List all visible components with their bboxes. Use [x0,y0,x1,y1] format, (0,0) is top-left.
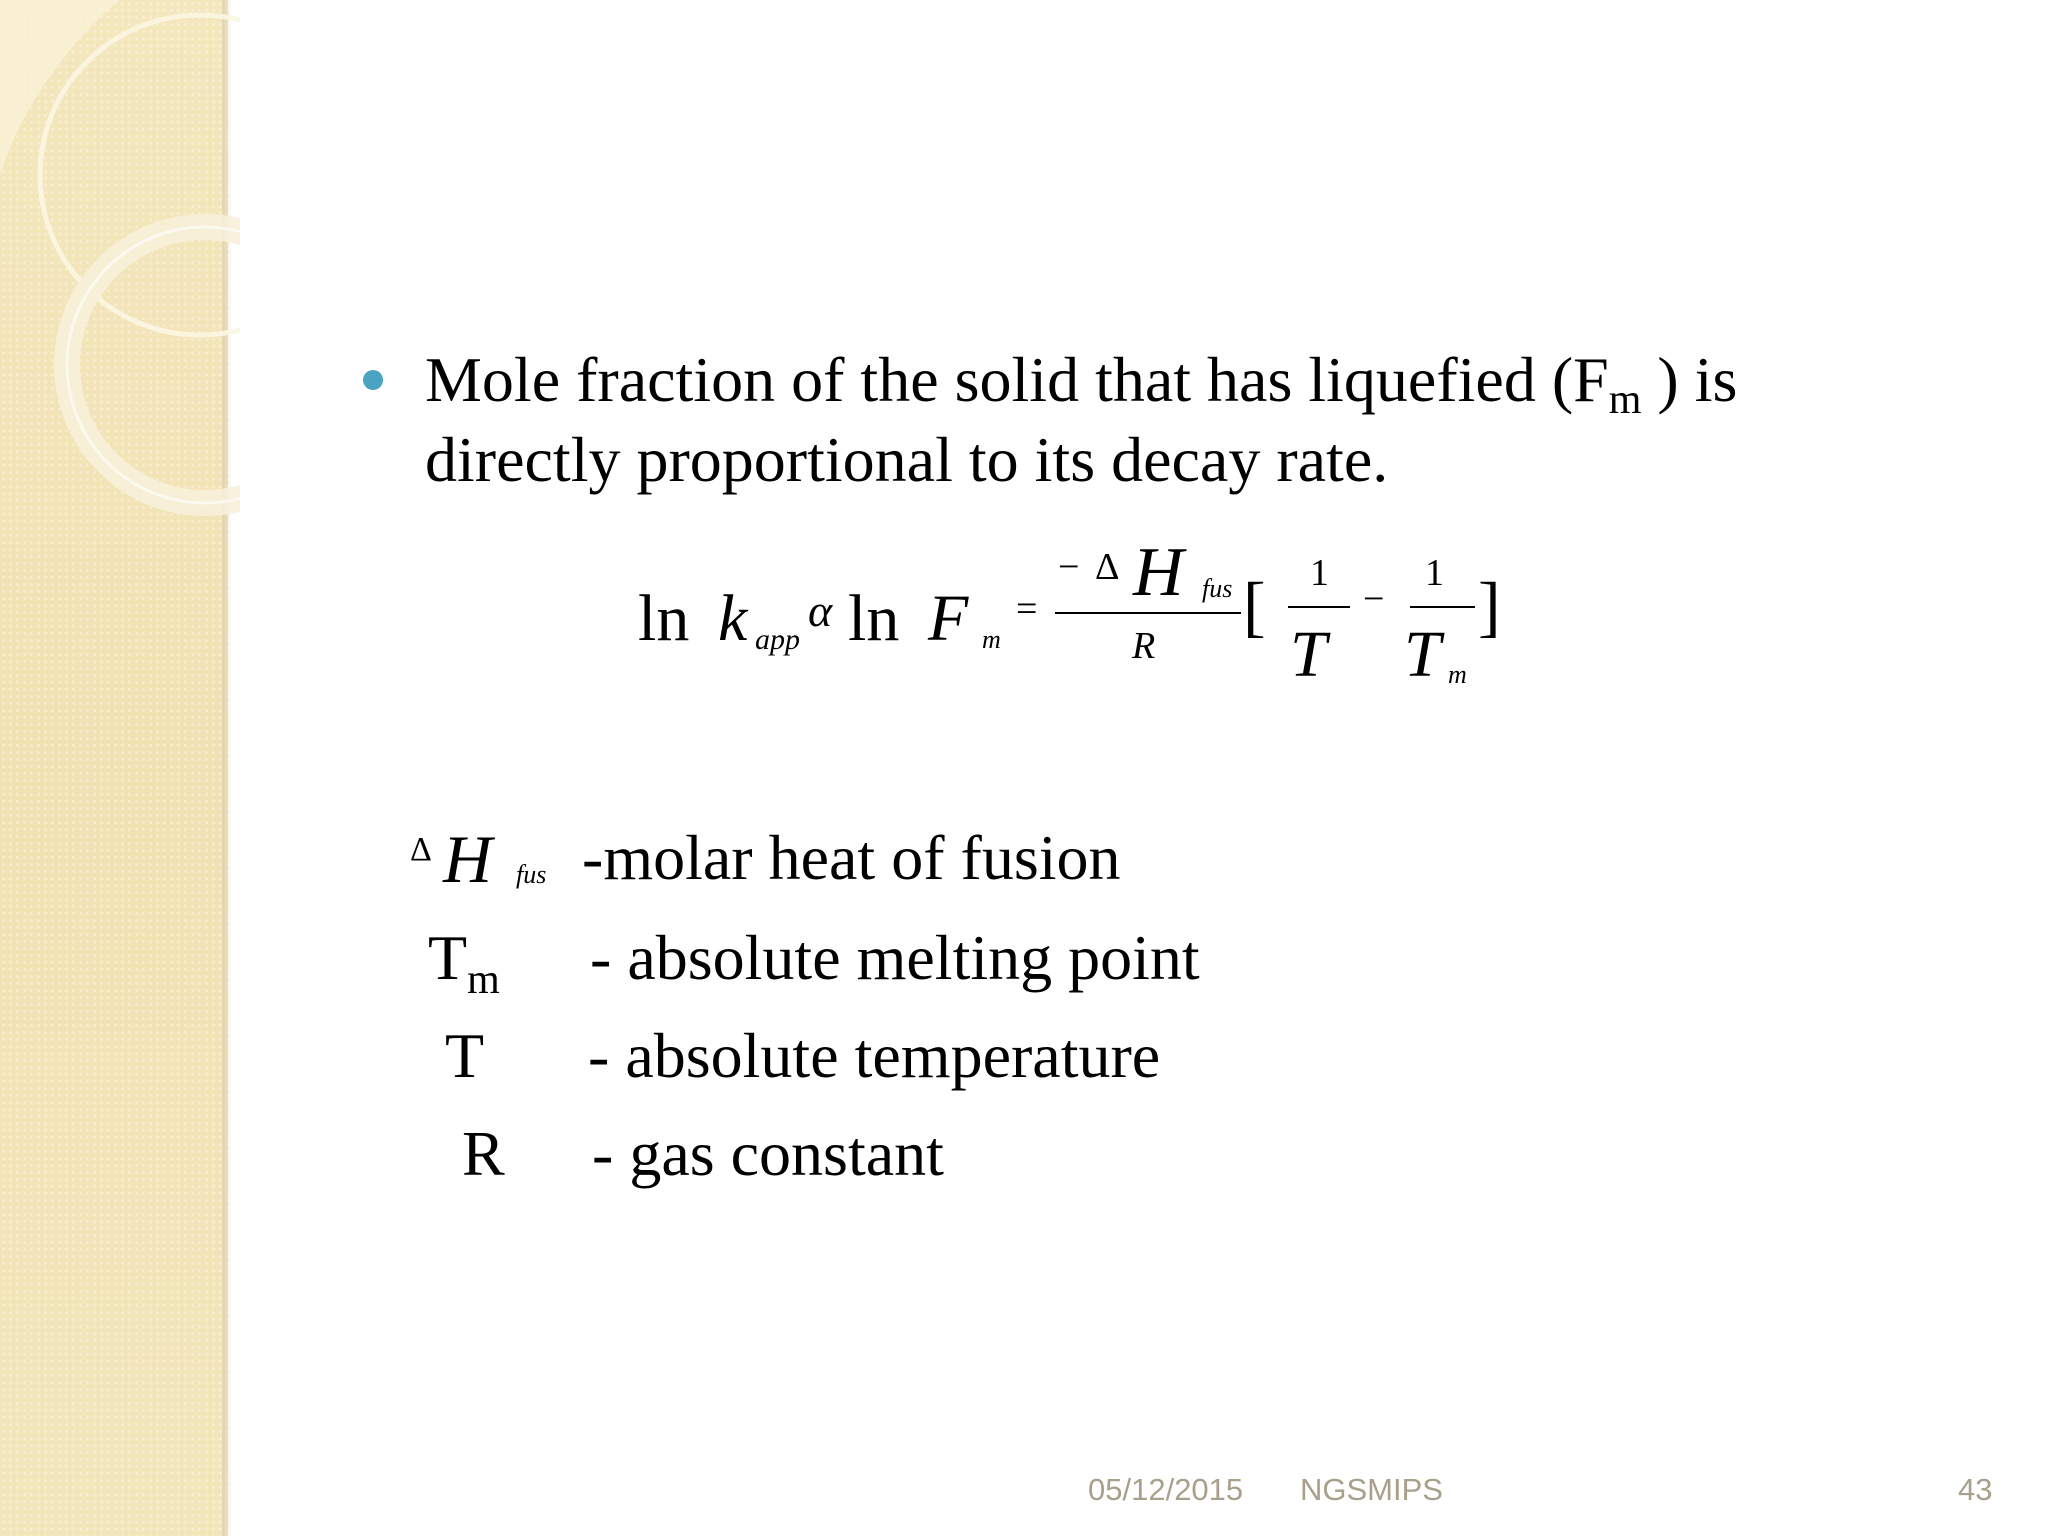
def-temperature-text: - absolute temperature [588,1020,1161,1091]
eq-bracket-open: [ [1243,568,1266,644]
eq-minus: − [1363,578,1385,620]
eq-fraction-bar-b [1410,606,1475,608]
eq-k-subscript: app [755,623,800,656]
eq-fraction-bar-a [1288,606,1350,608]
eq-F-subscript: m [982,625,1001,654]
bullet-line1: Mole fraction of the solid that has liquefied (F [425,344,1609,415]
eq-fraction-bar [1055,612,1241,614]
eq-T-a: T [1290,618,1327,691]
bullet-line1-end: ) is [1641,344,1738,415]
def-T-symbol: T [445,1020,485,1091]
eq-equals: = [1016,588,1038,630]
eq-k: k [718,582,748,655]
def-H-subscript: fus [516,860,547,889]
bullet-paragraph [425,340,1925,500]
def-gas-constant-text: - gas constant [592,1118,944,1189]
bullet-line1-subscript: m [1608,377,1642,423]
eq-one-a: 1 [1310,552,1329,594]
def-delta-symbol: Δ [410,831,432,868]
def-H-symbol: H [443,821,493,897]
eq-F: F [928,582,969,655]
eq-bracket-close: ] [1478,568,1501,644]
bullet-icon [363,370,383,390]
eq-one-b: 1 [1425,552,1444,594]
bullet-line2: directly proportional to its decay rate. [425,424,1389,495]
decorative-rings [0,0,240,520]
eq-num-H: H [1133,534,1184,611]
eq-ln-2: ln [848,582,900,655]
def-melting-point-text: - absolute melting point [590,922,1200,993]
eq-num-H-subscript: fus [1202,574,1233,603]
def-heat-of-fusion-text: -molar heat of fusion [582,822,1121,893]
eq-num-delta: Δ [1095,546,1120,588]
eq-alpha: α [808,585,833,636]
eq-ln-1: ln [638,582,690,655]
eq-T-b: T [1404,618,1441,691]
footer-date: 05/12/2015 [1088,1472,1244,1507]
footer-org: NGSMIPS [1300,1472,1443,1507]
eq-den-R: R [1132,625,1156,667]
footer-page-number: 43 [1958,1472,1993,1507]
def-R-symbol: R [462,1118,505,1189]
eq-num-minus: − [1058,546,1080,588]
eq-T-b-subscript: m [1448,660,1467,689]
def-Tm-symbol: $T_m$ [428,922,500,1003]
